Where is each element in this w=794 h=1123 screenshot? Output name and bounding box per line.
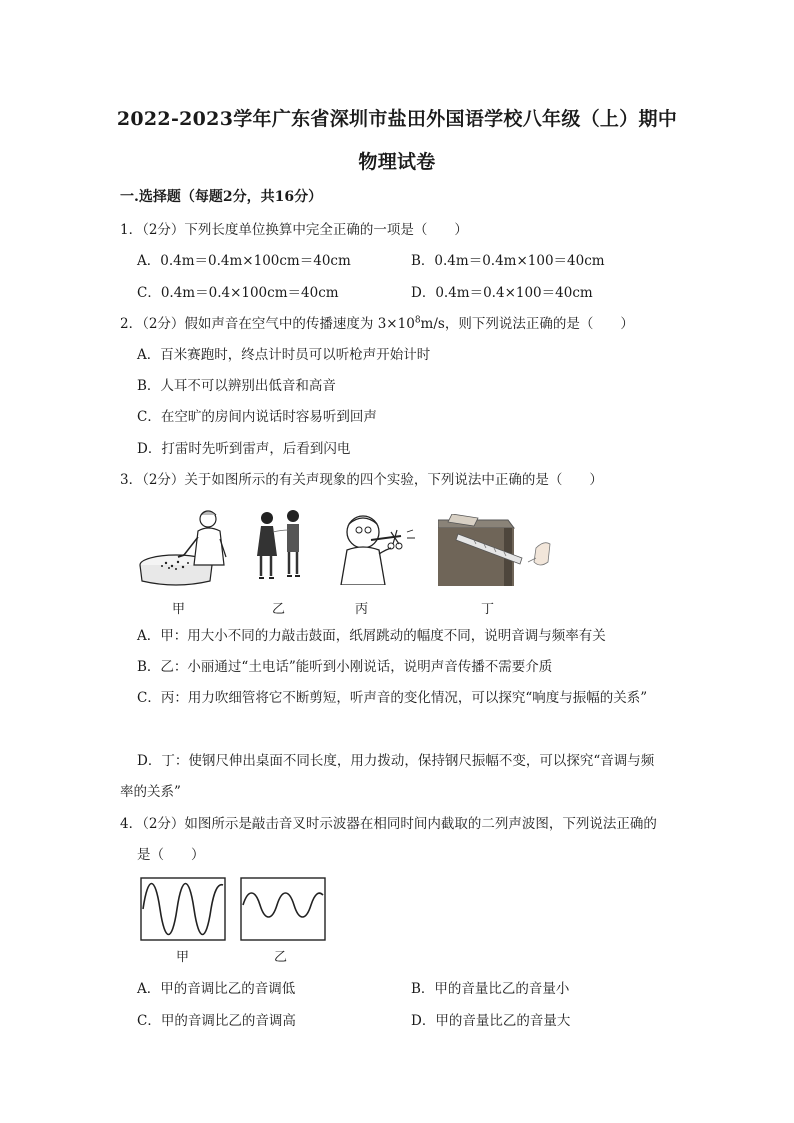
q3-option-c: C．丙：用力吹细管将它不断剪短，听声音的变化情况，可以探究“响度与振幅的关系”	[137, 690, 648, 706]
page-title: 2022-2023学年广东省深圳市盐田外国语学校八年级（上）期中	[116, 108, 678, 130]
q4-option-a: A．甲的音调比乙的音调低	[137, 981, 296, 997]
waveform-yi-box	[241, 878, 325, 940]
q2-option-c: C．在空旷的房间内说话时容易听到回声	[137, 409, 377, 425]
q1-option-c: C．0.4m＝0.4×100cm＝40cm	[137, 285, 339, 301]
drum-experiment-figure	[138, 505, 228, 587]
q3-option-d: D．丁：使钢尺伸出桌面不同长度，用力拨动，保持钢尺振幅不变，可以探究“音调与频	[137, 753, 655, 769]
question-2-stem	[120, 312, 634, 332]
figure-label-jia: 甲	[172, 602, 186, 617]
q2-stem-exponent: 8	[414, 315, 421, 326]
figure-label-ding: 丁	[481, 602, 495, 617]
tin-can-phone-figure	[253, 508, 305, 586]
wave-label-jia: 甲	[176, 950, 190, 965]
q2-option-a: A．百米赛跑时，终点计时员可以听枪声开始计时	[137, 347, 431, 363]
waveform-jia-box	[141, 878, 225, 940]
wave-label-yi: 乙	[274, 950, 288, 965]
q3-option-a: A．甲：用大小不同的力敲击鼓面，纸屑跳动的幅度不同，说明音调与频率有关	[137, 628, 606, 644]
q1-option-d: D．0.4m＝0.4×100＝40cm	[411, 285, 593, 301]
q2-option-b: B．人耳不可以辨别出低音和高音	[137, 378, 336, 394]
q2-stem-pre: 2．（2分）假如声音在空气中的传播速度为 3×10	[120, 316, 415, 332]
q1-option-b: B．0.4m＝0.4m×100＝40cm	[411, 253, 605, 269]
question-3-stem: 3．（2分）关于如图所示的有关声现象的四个实验，下列说法中正确的是（ ）	[120, 472, 603, 488]
waveform-figure	[140, 877, 328, 943]
q2-stem-post: m/s，则下列说法正确的是（ ）	[420, 316, 634, 332]
figure-label-bing: 丙	[355, 602, 369, 617]
question-4-stem-cont: 是（ ）	[137, 847, 205, 863]
section-heading: 一.选择题（每题2分，共16分）	[120, 189, 323, 205]
q4-option-d: D．甲的音量比乙的音量大	[411, 1013, 571, 1029]
question-4-stem: 4．（2分）如图所示是敲击音叉时示波器在相同时间内截取的二列声波图，下列说法正确的	[120, 816, 657, 832]
q4-option-c: C．甲的音调比乙的音调高	[137, 1013, 296, 1029]
page-title-line2: 物理试卷	[358, 151, 436, 173]
q2-option-d: D．打雷时先听到雷声，后看到闪电	[137, 441, 351, 457]
q3-option-d-cont: 率的关系”	[120, 784, 181, 800]
straw-whistle-figure	[335, 510, 425, 585]
q4-option-b: B．甲的音量比乙的音量小	[411, 981, 570, 997]
figure-label-yi: 乙	[272, 602, 286, 617]
q3-option-b: B．乙：小丽通过“土电话”能听到小刚说话，说明声音传播不需要介质	[137, 659, 553, 675]
ruler-desk-figure	[438, 514, 566, 586]
q1-option-a: A．0.4m＝0.4m×100cm＝40cm	[137, 253, 351, 269]
question-1-stem: 1．（2分）下列长度单位换算中完全正确的一项是（ ）	[120, 222, 468, 238]
